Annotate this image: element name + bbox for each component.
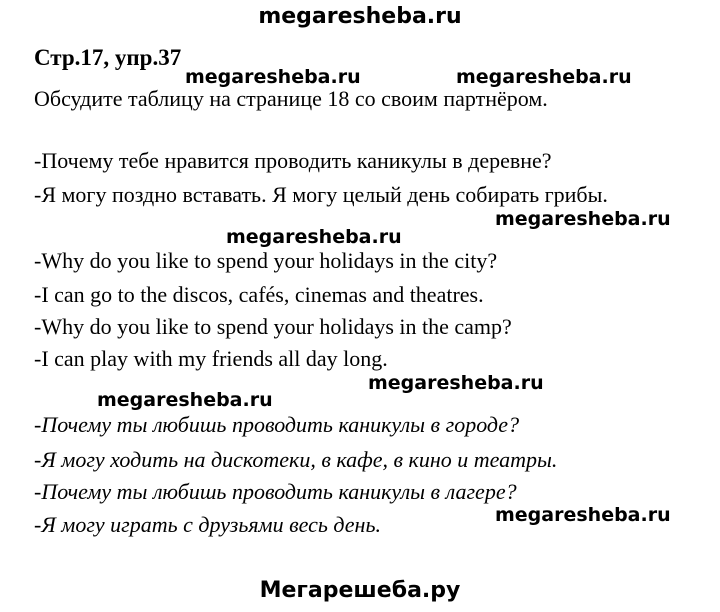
dialogue-ru-1-line: -Я могу поздно вставать. Я могу целый день собирать грибы. xyxy=(34,182,608,207)
watermark: megaresheba.ru xyxy=(97,389,273,411)
watermark: megaresheba.ru xyxy=(495,504,671,526)
dialogue-en-line: -I can play with my friends all day long. xyxy=(34,346,388,371)
site-footer: Мегарешеба.ру xyxy=(259,578,461,603)
dialogue-en-line: -Why do you like to spend your holidays in the city? xyxy=(34,248,498,273)
exercise-heading: Стр.17, упр.37 xyxy=(34,45,182,70)
watermark: megaresheba.ru xyxy=(456,66,632,88)
watermark: megaresheba.ru xyxy=(226,226,402,248)
dialogue-ru-2-line: -Почему ты любишь проводить каникулы в городе? xyxy=(34,412,520,437)
exercise-instruction: Обсудите таблицу на странице 18 со своим партнёром. xyxy=(34,86,548,111)
dialogue-ru-2-line: -Я могу ходить на дискотеки, в кафе, в кино и театры. xyxy=(34,447,558,472)
watermark: megaresheba.ru xyxy=(368,372,544,394)
dialogue-ru-1-line: -Почему тебе нравится проводить каникулы в деревне? xyxy=(34,148,552,173)
watermark: megaresheba.ru xyxy=(495,208,671,230)
site-header: megaresheba.ru xyxy=(258,4,462,29)
dialogue-ru-2-line: -Я могу играть с друзьями весь день. xyxy=(34,512,381,537)
watermark: megaresheba.ru xyxy=(185,66,361,88)
dialogue-en-line: -Why do you like to spend your holidays in the camp? xyxy=(34,314,512,339)
dialogue-en-line: -I can go to the discos, cafés, cinemas and theatres. xyxy=(34,282,484,307)
dialogue-ru-2-line: -Почему ты любишь проводить каникулы в лагере? xyxy=(34,479,517,504)
